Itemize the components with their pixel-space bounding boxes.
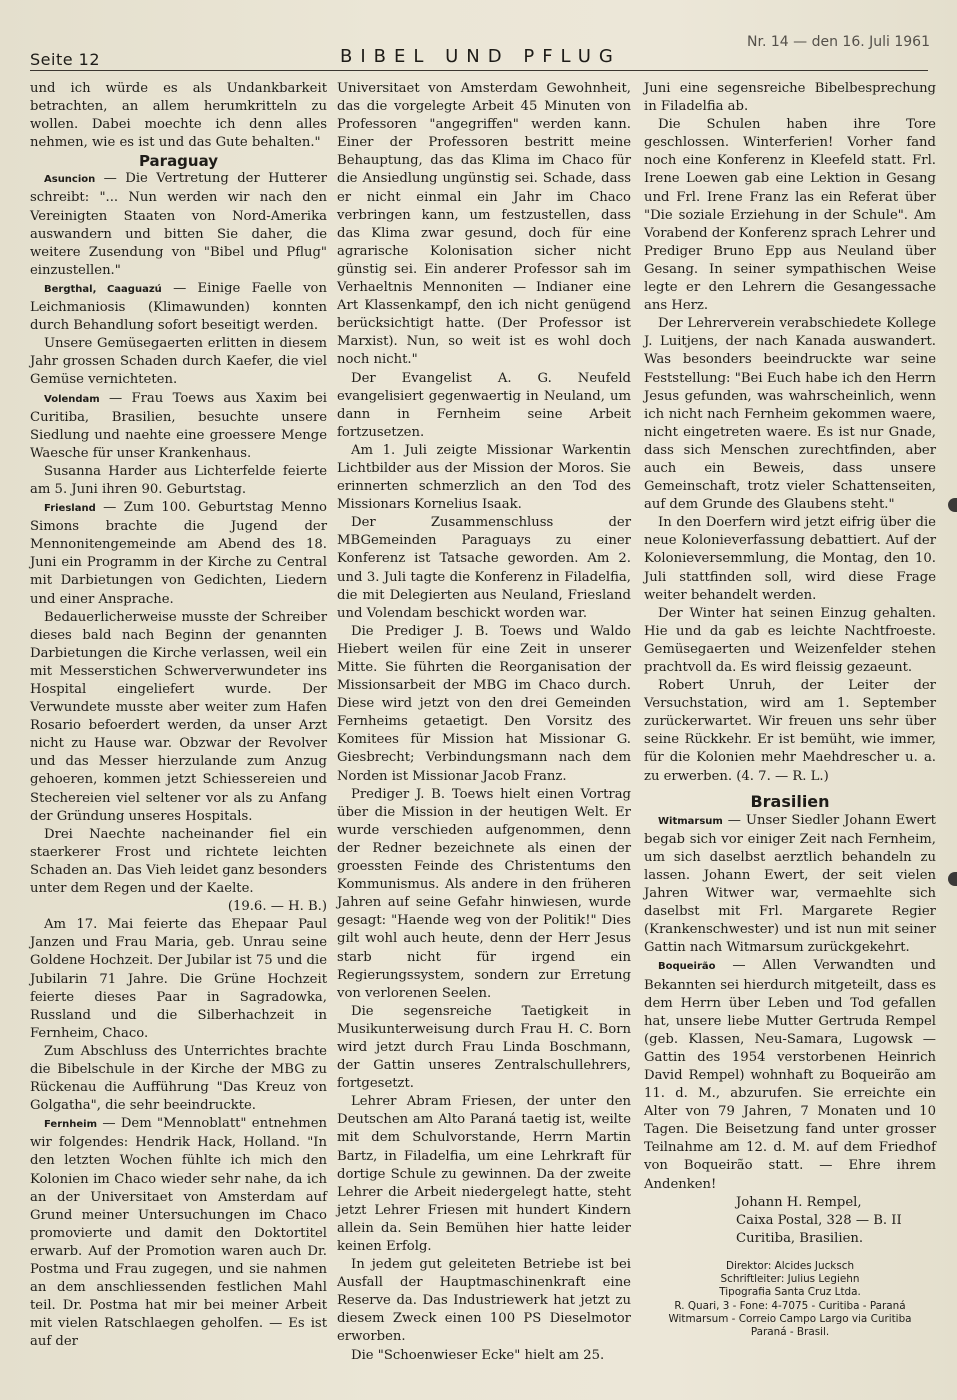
place-name: Witmarsum [658,815,723,827]
article-paragraph [644,812,936,958]
imprint-line: Witmarsum - Correio Campo Largo via Curitiba [668,1312,912,1325]
imprint-line: Direktor: Alcides Jucksch [725,1259,855,1272]
article-paragraph: Bedauerlicherweise musste der Schreiber dieses bald nach Beginn der genannten Darbietungen die Kirche verlassen, weil ein mit Messerstichen Schwerverwundeter ins Hospital eingeliefert wurde. Der Verwundete musste aber weiter zum Hafen Rosario befoerdert werden, da unser Arzt nicht zu Hause war. Obzwar der Revolver und das Messer hierzulande zum Anzug gehoeren, kommen jetzt Schiessereien und Stechereien viel seltener vor als zu Anfang der Gründung unseres Hospitals. [30,609,327,824]
article-paragraph: Drei Naechte nacheinander fiel ein staerkerer Frost und richtete leichten Schaden an. Das Vieh leidet ganz besonders unter dem Regen und der Kaelte. [30,826,327,897]
article-paragraph: Die Prediger J. B. Toews und Waldo Hiebert weilen für eine Zeit in unserer Mitte. Sie führten die Reorganisation der Missionsarbeit der MBG im Chaco durch. Diese wird jetzt von den drei Gemeinden Fernheims getaetigt. Den Vorsitz des Komitees für Mission hat Missionar G. Giesbrecht; Verbindungsmann nach dem Norden ist Missionar Jacob Franz. [337,623,631,784]
place-name: Asuncion [44,174,96,186]
column-1 [30,80,327,1400]
paragraph-text: — Dem "Mennoblatt" entnehmen wir folgendes: Hendrik Hack, Holland. "In den letzten Wochen fühlte ich mich den Kolonien im Chaco wieder sehr nahe, da ich an der Universitaet von Amsterdam auf Grund meiner Untersuchungen im Chaco promovierte und damit den Doktortitel erwarb. Auf der Promotion waren auch Dr. Postma und Frau zugegen, und sie nahmen an dem anschliessenden festlichen Mahl teil. Dr. Postma hat mir bei meiner Arbeit mit vielen Ratschlaegen geholfen. — Es ist auf der [30,1116,327,1350]
column-2 [337,80,631,1400]
article-paragraph: Am 17. Mai feierte das Ehepaar Paul Janzen und Frau Maria, geb. Unrau seine Goldene Hochzeit. Der Jubilar ist 75 und die Jubilarin 71 Jahre. Die Grüne Hochzeit feierte dieses Paar in Sagradowka, Russland und die Silberhachzeit in Fernheim, Chaco. [30,917,327,1041]
paragraph-text: — Einige Faelle von Leichmaniosis (Klimawunden) konnten durch Behandlung sofort beseitigt werden. [30,280,327,334]
article-paragraph [30,499,327,609]
paragraph-text: — Zum 100. Geburtstag Menno Simons brachte die Jugend der Mennonitengemeinde am Abend des 18. Juni ein Programm in der Kirche zu Central mit Darbietungen von Gedichten, Liedern und einer Ansprache. [30,500,327,607]
article-paragraph: Der Zusammenschluss der MBGemeinden Paraguays zu einer Konferenz ist Tatsache geworden. Am 2. und 3. Juli tagte die Konferenz in Filadelfia, die mit Delegierten aus Neuland, Friesland und Volendam beschickt worden war. [337,515,631,621]
article-paragraph: Lehrer Abram Friesen, der unter den Deutschen am Alto Paraná taetig ist, weilte mit dem Schulvorstande, Herrn Martin Bartz, in Filadelfia, um eine Lehrkraft für dortige Schule zu gewinnen. Da der zweite Lehrer die Arbeit niedergelegt hatte, steht jetzt Lehrer Friesen mit hundert Kindern allein da. Sein Bemühen hier hatte leider keinen Erfolg. [337,1094,631,1254]
place-name: Boqueirão [658,961,716,973]
article-paragraph: In jedem gut geleiteten Betriebe ist bei Ausfall der Hauptmaschinenkraft eine Reserve da. Das Industriewerk hat jetzt zu diesem Zweck einen 100 PS Dieselmotor erworben. [337,1257,631,1345]
article-paragraph: Prediger J. B. Toews hielt einen Vortrag über die Mission in der heutigen Welt. Er wurde verschieden aufgenommen, denn der Redner bezeichnete als einen der groessten Feinde des Christentums den Kommunismus. Als andere in den früheren Jahren auf seine Gefahr hinwiesen, wurde gesagt: "Haende weg von der Politik!" Dies gilt wohl auch heute, denn der Herr Jesus starb nicht für irgend ein Regierungssystem, sondern zur Erretung von verlorenen Seelen. [337,786,631,1001]
article-paragraph: Der Lehrerverein verabschiedete Kollege J. Luitjens, der nach Kanada auswandert. Was besonders beeindruckte war seine Feststellung: "Bei Euch habe ich den Herrn Jesus gefunden, was wahrscheinlich, wenn ich nicht nach Fernheim gekommen waere, nicht eingetreten waere. Es ist nur Gnade, dass sich Menschen zurechtfinden, aber auch ein Beweis, dass unsere Gemeinschaft, trotz vieler Schattenseiten, auf dem Grunde des Glaubens steht." [644,316,936,513]
binding-hole-lower [948,872,957,886]
place-name: Fernheim [44,1119,98,1131]
article-paragraph: Der Evangelist A. G. Neufeld evangelisiert gegenwaertig in Neuland, um dann in Fernheim seine Arbeit fortzusetzen. [337,370,631,440]
article-paragraph [30,390,327,463]
newspaper-title: BIBEL UND PFLUG [340,46,621,67]
article-paragraph: Der Winter hat seinen Einzug gehalten. Hie und da gab es leichte Nachtfroeste. Gemüsegaerten und Weizenfelder stehen prachtvoll da. Es wird fleissig gezaeunt. [644,605,936,675]
paragraph-text: — Unser Siedler Johann Ewert begab sich vor einiger Zeit nach Fernheim, um sich daselbst aerztlich behandeln zu lassen. Johann Ewert, der seit vielen Jahren Witwer war, vermaehlte sich daselbst mit Frl. Margarete Regier (Krankenschwester) und ist nun mit seiner Gattin nach Witmarsum zurückgekehrt. [644,812,936,956]
article-paragraph: Robert Unruh, der Leiter der Versuchstation, wird am 1. September zurückerwartet. Wir freuen uns sehr über seine Rückkehr. Er ist bemüht, wie immer, für die Kolonien mehr Maehdrescher u. a. zu erwerben. (4. 7. — R. L.) [644,678,936,784]
article-paragraph: Unsere Gemüsegaerten erlitten in diesem Jahr grossen Schaden durch Kaefer, die viel Gemüse vernichteten. [30,336,327,388]
article-paragraph [30,280,327,335]
issue-info: Nr. 14 — den 16. Juli 1961 [747,34,930,50]
article-paragraph: Universitaet von Amsterdam Gewohnheit, das die vorgelegte Arbeit 45 Minuten von Professoren "angegriffen" werden kann. Einer der Professoren bestritt meine Behauptung, das das Klima im Chaco für die Ansiedlung ungünstig sei. Schade, dass er nicht einmal ein Jahr im Chaco verbringen kann, um festzustellen, dass das Klima zwar gesund, doch für eine agrarische Kolonisation sicher nicht günstig sei. Ein anderer Professor sah im Verhaeltnis Mennoniten — Indianer eine Art Klassenkampf, den ich nicht genügend berücksichtigt hatte. (Der Professor ist Marxist). Nun, so weit ist es wohl doch noch nicht." [337,81,631,368]
article-paragraph: Die "Schoenwieser Ecke" hielt am 25. [351,1347,605,1363]
imprint-line: Tipografia Santa Cruz Ltda. [719,1286,861,1299]
place-name: Volendam [44,393,100,405]
article-paragraph: und ich würde es als Undankbarkeit betrachten, an allem herumkritteln zu wollen. Dabei moechte ich denn alles nehmen, wie es ist und das Gute behalten." [30,81,327,151]
header-rule [30,70,928,71]
paragraph-text: — Allen Verwandten und Bekannten sei hierdurch mitgeteilt, dass es dem Herrn über Leben und Tod gefallen hat, unsere liebe Mutter Gertruda Rempel (geb. Klassen, Neu-Samara, Lugowsk — Gattin des 1954 verstorbenen Heinrich David Rempel) wohnhaft zu Boqueirão am 11. d. M., abzurufen. Sie erreichte ein Alter von 79 Jahren, 7 Monaten und 10 Tagen. Die Beisetzung fand unter grosser Teilnahme am 12. d. M. auf dem Friedhof von Boqueirão statt. — Ehre ihrem Andenken! [644,958,936,1192]
paragraph-text: — Die Vertretung der Hutterer schreibt: "... Nun werden wir nach den Vereinigten Staaten von Nord-Amerika auswandern und bitten Sie daher, die weitere Zusendung von "Bibel und Pflug" einzustellen." [30,171,327,278]
signature-line: Caixa Postal, 328 — B. II [736,1212,902,1228]
imprint-line: Schriftleiter: Julius Legiehn [720,1272,860,1285]
signature-line: Curitiba, Brasilien. [736,1230,864,1246]
article-paragraph: Zum Abschluss des Unterrichtes brachte die Bibelschule in der Kirche der MBG zu Rückenau die Aufführung "Das Kreuz von Golgatha", die sehr beeindruckte. [30,1043,327,1114]
article-paragraph: Die Schulen haben ihre Tore geschlossen. Winterferien! Vorher fand noch eine Konferenz in Kleefeld statt. Frl. Irene Loewen gab eine Lektion in Gesang und Frl. Irene Franz las ein Referat über "Die soziale Erziehung in der Schule". Am Vorabend der Konferenz sprach Lehrer und Prediger Bruno Epp aus Neuland über Gesang. In seiner sympathischen Weise legte er den Lehrern die Gesangessache ans Herz. [644,117,936,314]
article-paragraph [30,1115,327,1351]
place-name: Bergthal, Caaguazú [44,283,162,295]
imprint-line: Paraná - Brasil. [750,1326,830,1339]
dateline: (19.6. — H. B.) [227,899,327,915]
article-paragraph: Juni eine segensreiche Bibelbesprechung in Filadelfia ab. [644,81,936,115]
article-paragraph: Susanna Harder aus Lichterfelde feierte am 5. Juni ihren 90. Geburtstag. [30,463,327,497]
binding-hole-upper [948,498,957,512]
article-paragraph: Am 1. Juli zeigte Missionar Warkentin Lichtbilder aus der Mission der Moros. Sie erinnerten schmerzlich an den Tod des Missionars Kornelius Isaak. [337,442,631,513]
signature-line: Johann H. Rempel, [736,1194,862,1210]
article-paragraph [30,170,327,280]
paragraph-text: — Frau Toews aus Xaxim bei Curitiba, Brasilien, besuchte unsere Siedlung und naehte eine groessere Menge Waesche für unser Krankenhaus. [30,390,327,461]
section-heading: Brasilien [750,791,830,811]
section-heading: Paraguay [138,152,219,171]
page-header [30,26,930,70]
article-paragraph: Die segensreiche Taetigkeit in Musikunterweisung durch Frau H. C. Born wird jetzt durch Frau Linda Boschmann, der Gattin unseres Zentralschullehrers, fortgesetzt. [337,1003,631,1092]
imprint-line: R. Quari, 3 - Fone: 4-7075 - Curitiba - Paraná [674,1299,906,1312]
article-paragraph [644,957,936,1193]
column-3 [644,80,936,1400]
place-name: Friesland [44,503,96,515]
page-number: Seite 12 [30,50,101,69]
article-paragraph: In den Doerfern wird jetzt eifrig über die neue Kolonieverfassung debattiert. Auf der Kolonieversemmlung, die Montag, den 10. Juli stattfinden soll, wird diese Frage weiter behandelt werden. [644,515,936,603]
